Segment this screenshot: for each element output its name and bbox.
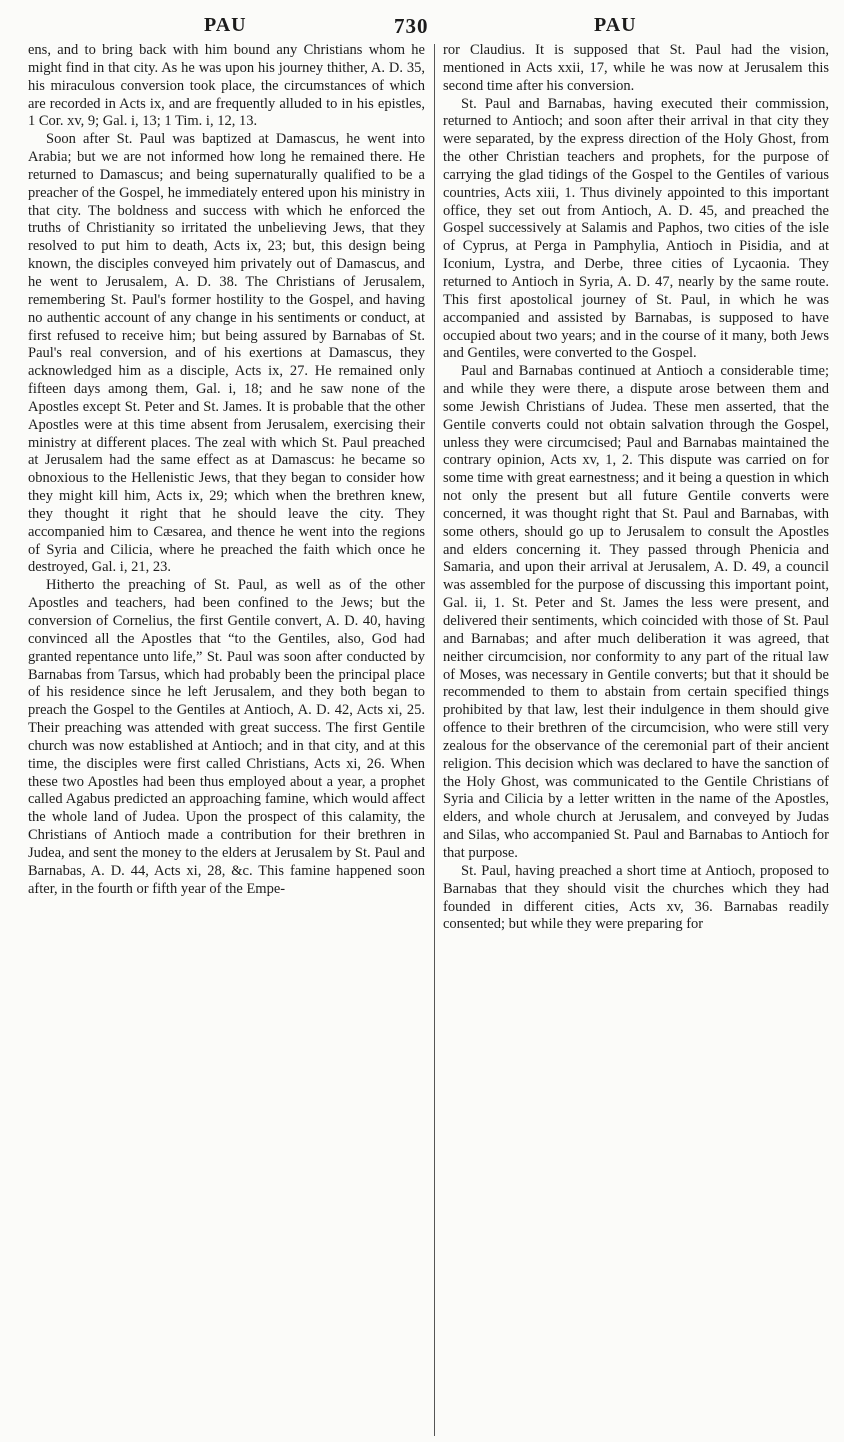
left-column xyxy=(28,42,425,1434)
column-divider xyxy=(434,44,435,1436)
right-column xyxy=(443,42,829,1434)
paragraph: St. Paul, having preached a short time at Antioch, proposed to Barnabas that they should visit the churches which they had founded in different cities, Acts xv, 36. Barnabas readily consented; but while they were preparing for xyxy=(443,862,829,933)
running-header xyxy=(0,14,844,44)
header-right-word: PAU xyxy=(594,14,637,36)
header-left-word: PAU xyxy=(204,14,247,36)
paragraph: Soon after St. Paul was baptized at Damascus, he went into Arabia; but we are not informed how long he remained there. He returned to Damascus; and being supernaturally qualified to be a preacher of the Gospel, he immediately entered upon his ministry in that city. The boldness and success with which he enforced the truths of Christianity so irritated the unbelieving Jews, that they resolved to put him to death, Acts ix, 23; but, this design being known, the disciples conveyed him privately out of Damascus, and he went to Jerusalem, A. D. 38. The Christians of Jerusalem, remembering St. Paul's former hostility to the Gospel, and having no authentic account of any change in his sentiments or conduct, at first refused to receive him; but being assured by Barnabas of St. Paul's real conversion, and of his exertions at Damascus, they acknowledged him as a disciple, Acts ix, 27. He remained only fifteen days among them, Gal. i, 18; and he saw none of the Apostles except St. Peter and St. James. It is probable that the other Apostles were at this time absent from Jerusalem, exercising their ministry at different places. The zeal with which St. Paul preached at Jerusalem had the same effect as at Damascus: he became so obnoxious to the Hellenistic Jews, that they began to consider how they might kill him, Acts ix, 29; which when the brethren knew, they thought it right that he should leave the city. They accompanied him to Cæsarea, and thence he went into the regions of Syria and Cilicia, where he preached the faith which once he destroyed, Gal. i, 21, 23. xyxy=(28,131,425,576)
paragraph: ens, and to bring back with him bound any Christians whom he might find in that city. As he was upon his journey thither, A. D. 35, his miraculous conversion took place, the circumstances of which are recorded in Acts ix, and are frequently alluded to in his epistles, 1 Cor. xv, 9; Gal. i, 13; 1 Tim. i, 12, 13. xyxy=(28,42,425,130)
paragraph: Hitherto the preaching of St. Paul, as well as of the other Apostles and teachers, had been confined to the Jews; but the conversion of Cornelius, the first Gentile convert, A. D. 40, having convinced all the Apostles that “to the Gentiles, also, God had granted repentance unto life,” St. Paul was soon after conducted by Barnabas from Tarsus, which had probably been the principal place of his residence since he left Jerusalem, and they both began to preach the Gospel to the Gentiles at Antioch, A. D. 42, Acts xi, 25. Their preaching was attended with great success. The first Gentile church was now established at Antioch; and in that city, and at this time, the disciples were first called Christians, Acts xi, 26. When these two Apostles had been thus employed about a year, a prophet called Agabus predicted an approaching famine, which would affect the whole land of Judea. Upon the prospect of this calamity, the Christians of Antioch made a contribution for their brethren in Judea, and sent the money to the elders at Jerusalem by St. Paul and Barnabas, A. D. 44, Acts xi, 28, &c. This famine happened soon after, in the fourth or fifth year of the Empe- xyxy=(28,577,425,897)
page-number: 730 xyxy=(394,14,429,38)
paragraph: ror Claudius. It is supposed that St. Paul had the vision, mentioned in Acts xxii, 17, while he was now at Jerusalem this second time after his conversion. xyxy=(443,42,829,94)
paragraph: St. Paul and Barnabas, having executed their commission, returned to Antioch; and soon after their arrival in that city they were separated, by the express direction of the Holy Ghost, from the other Christian teachers and prophets, for the purpose of carrying the glad tidings of the Gospel to the Gentiles of various countries, Acts xiii, 1. Thus divinely appointed to this important office, they set out from Antioch, A. D. 45, and preached the Gospel successively at Salamis and Paphos, two cities of the isle of Cyprus, at Perga in Pamphylia, Antioch in Pisidia, and at Iconium, Lystra, and Derbe, three cities of Lycaonia. They returned to Antioch in Syria, A. D. 47, nearly by the same route. This first apostolical journey of St. Paul, in which he was accompanied and assisted by Barnabas, is supposed to have occupied about two years; and in the course of it many, both Jews and Gentiles, were converted to the Gospel. xyxy=(443,95,829,362)
paragraph: Paul and Barnabas continued at Antioch a considerable time; and while they were there, a dispute arose between them and some Jewish Christians of Judea. These men asserted, that the Gentile converts could not obtain salvation through the Gospel, unless they were circumcised; Paul and Barnabas maintained the contrary opinion, Acts xv, 1, 2. This dispute was carried on for some time with great earnestness; and it being a question in which not only the present but all future Gentile converts were concerned, it was thought right that St. Paul and Barnabas, with some others, should go up to Jerusalem to consult the Apostles and elders concerning it. They passed through Phenicia and Samaria, and upon their arrival at Jerusalem, A. D. 49, a council was assembled for the purpose of discussing this important point, Gal. ii, 1. St. Peter and St. James the less were present, and delivered their sentiments, which coincided with those of St. Paul and Barnabas; and after much deliberation it was agreed, that neither circumcision, nor conformity to any part of the ritual law of Moses, was necessary in Gentile converts; but that it should be recommended to them to abstain from certain specified things prohibited by that law, lest their indulgence in them should give offence to their brethren of the circumcision, who were still very zealous for the observance of the ceremonial part of their ancient religion. This decision which was declared to have the sanction of the Holy Ghost, was communicated to the Gentile Christians of Syria and Cilicia by a letter written in the name of the Apostles, elders, and whole church at Jerusalem, and conveyed by Judas and Silas, who accompanied St. Paul and Barnabas to Antioch for that purpose. xyxy=(443,363,829,861)
